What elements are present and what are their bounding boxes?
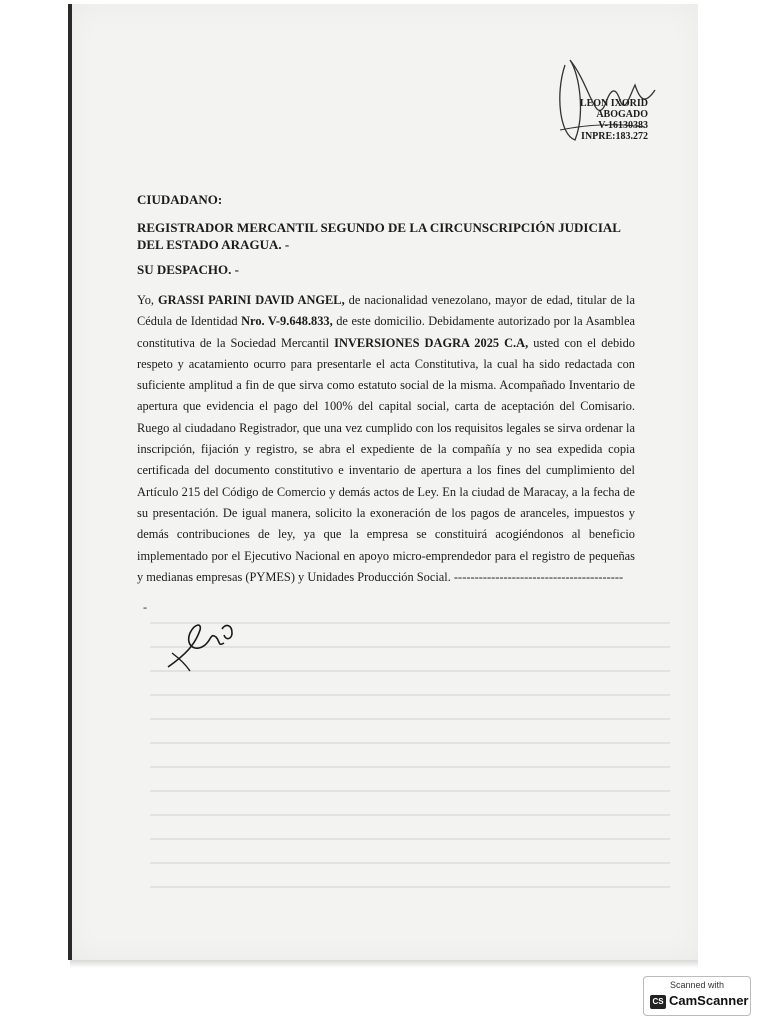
page-bottom-band xyxy=(70,960,698,968)
addressee-heading: CIUDADANO: xyxy=(137,192,223,207)
camscanner-logo-icon: CS xyxy=(650,995,666,1009)
lawyer-stamp xyxy=(558,98,648,142)
camscanner-name: CamScanner xyxy=(669,993,749,1008)
stamp-line: V-16130383 xyxy=(598,120,648,131)
company-name: INVERSIONES DAGRA 2025 C.A, xyxy=(334,335,529,350)
stamp-line: INPRE:183.272 xyxy=(581,131,648,142)
scanned-with-label: Scanned with xyxy=(669,980,725,990)
request-paragraph xyxy=(137,290,635,588)
applicant-name: GRASSI PARINI DAVID ANGEL, xyxy=(157,293,345,307)
registrar-heading: REGISTRADOR MERCANTIL SEGUNDO DE LA CIRCUNSCRIPCIÓN JUDICIAL DEL ESTADO ARAGUA. - xyxy=(137,220,621,252)
page-edge-shadow xyxy=(68,4,72,960)
intro-text: Yo, xyxy=(137,293,158,307)
domicile-text: de este domicilio. Debidamente autorizado por la Asamblea constitutiva de la Sociedad Mercantil xyxy=(137,314,635,350)
camscanner-watermark xyxy=(643,976,751,1016)
nationality-text: de nacionalidad venezolano, mayor de edad, titular de la Cédula de Identidad xyxy=(137,293,635,329)
stamp-line: LEON IXORID xyxy=(579,98,648,109)
despacho-heading: SU DESPACHO. - xyxy=(137,262,239,277)
request-text: usted con el debido respeto y acatamiento ocurro para presentarle el acta Constitutiva, la cual ha sido redactada con suficiente amplitud a fin de que sirva como estatuto social de la misma. Acompañado Inventario de apertura que evidencia el pago del 100% del capital social, carta de aceptación del Comisario. Ruego al ciudadano Registrador, que una vez cumplido con los requisitos legales se sirva ordenar la inscripción, fijación y registro, se abra el expediente de la compañía y no sea expedida copia certificada del documento constitutivo e inventario de apertura a los fines del cumplimiento del Artículo 215 del Código de Comercio y demás actos de Ley. En la ciudad de Maracay, a la fecha de su presentación. De igual manera, solicito la exoneración de los pagos de aranceles, impuestos y demás contribuciones de ley, ya que la empresa se constituirá acogiéndonos al beneficio implementado por el Ejecutivo Nacional en apoyo micro-emprendedor para el registro de pequeñas y medianas empresas (PYMES) y Unidades Producción Social. ----------------------------------------- xyxy=(137,335,635,584)
trailing-dash: - xyxy=(143,600,147,614)
id-number: Nro. V-9.648.833, xyxy=(241,314,333,329)
applicant-signature xyxy=(160,615,250,675)
stamp-line: ABOGADO xyxy=(596,109,648,120)
